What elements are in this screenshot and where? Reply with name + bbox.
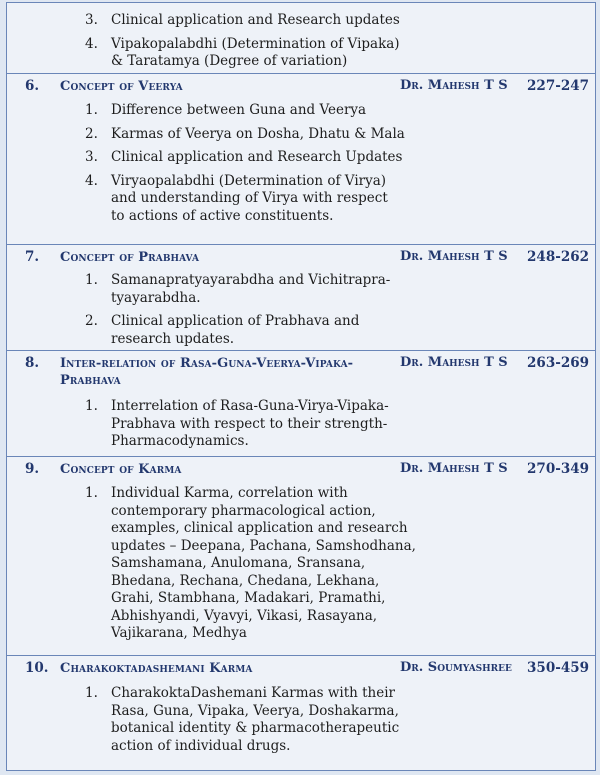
list-item: 1. Individual Karma, correlation with contemporary pharmacological action, examples, clinical application and research updates – Deepana, Pachana, Samshodhana, Samshamana, Anulomana, Sransana, Bhedana, Rechana, Chedana, Lekhana, Grahi, Stambhana, Madakari, Pramathi, Abhishyandi, Vyavyi, Vikasi, Rasayana, Vajikarana, Medhya: [85, 485, 416, 641]
chapter-pages: 248-262: [527, 249, 589, 265]
table-of-contents: [6, 2, 596, 771]
chapter-pages: 350-459: [527, 660, 589, 676]
subitem-list: [85, 272, 405, 354]
chapter-author: Dr. Mahesh T S: [400, 355, 508, 370]
toc-row-8: [7, 351, 595, 457]
list-item: 1. Difference between Guna and Veerya: [85, 102, 367, 118]
list-item: 4. Viryaopalabdhi (Determination of Virya) and understanding of Virya with respect to actions of active constituents.: [85, 172, 388, 224]
chapter-title: Concept of Veerya: [60, 79, 183, 94]
chapter-number: 8.: [25, 355, 40, 371]
list-item: 1. Samanapratyayarabdha and Vichitrapra-tyayarabdha.: [85, 272, 391, 306]
chapter-title: Concept of Karma: [60, 462, 182, 477]
chapter-number: 6.: [25, 78, 40, 94]
list-item: 2. Karmas of Veerya on Dosha, Dhatu & Mala: [85, 125, 405, 142]
subitem-list: [85, 685, 405, 761]
toc-row-9: [7, 457, 595, 656]
toc-row-7: [7, 245, 595, 351]
chapter-title: Inter-relation of Rasa-Guna-Veerya-Vipaka-Prabhava: [60, 356, 354, 388]
chapter-pages: 227-247: [527, 78, 589, 94]
toc-row-continued: [7, 3, 595, 74]
chapter-pages: 263-269: [527, 355, 589, 371]
chapter-pages: 270-349: [527, 461, 589, 477]
toc-row-10: [7, 656, 595, 770]
chapter-title: Concept of Prabhava: [60, 250, 200, 265]
chapter-author: Dr. Mahesh T S: [400, 461, 508, 476]
subitem-list: [85, 398, 405, 457]
list-item: 3. Clinical application and Research Updates: [85, 149, 403, 165]
list-item: 4. Vipakopalabdhi (Determination of Vipaka) & Taratamya (Degree of variation): [85, 35, 400, 69]
list-item: 2. Clinical application of Prabhava and research updates.: [85, 313, 360, 347]
list-item: 3. Clinical application and Research updates: [85, 12, 400, 28]
list-item: 1. CharakoktaDashemani Karmas with their Rasa, Guna, Vipaka, Veerya, Doshakarma, botanical identity & pharmacotherapeutic action of individual drugs.: [85, 685, 400, 754]
toc-row-6: [7, 74, 595, 245]
subitem-list: [85, 12, 405, 77]
subitem-list: [85, 485, 416, 649]
chapter-title: Charakoktadashemani Karma: [60, 661, 253, 676]
list-item: 1. Interrelation of Rasa-Guna-Virya-Vipaka-Prabhava with respect to their strength-Pharmacodynamics.: [85, 398, 389, 449]
chapter-author: Dr. Mahesh T S: [400, 249, 508, 264]
chapter-author: Dr. Mahesh T S: [400, 78, 508, 93]
chapter-number: 9.: [25, 461, 40, 477]
subitem-list: [85, 102, 405, 231]
chapter-number: 10.: [25, 660, 49, 676]
chapter-author: Dr. Soumyashree: [400, 660, 512, 675]
chapter-number: 7.: [25, 249, 40, 265]
